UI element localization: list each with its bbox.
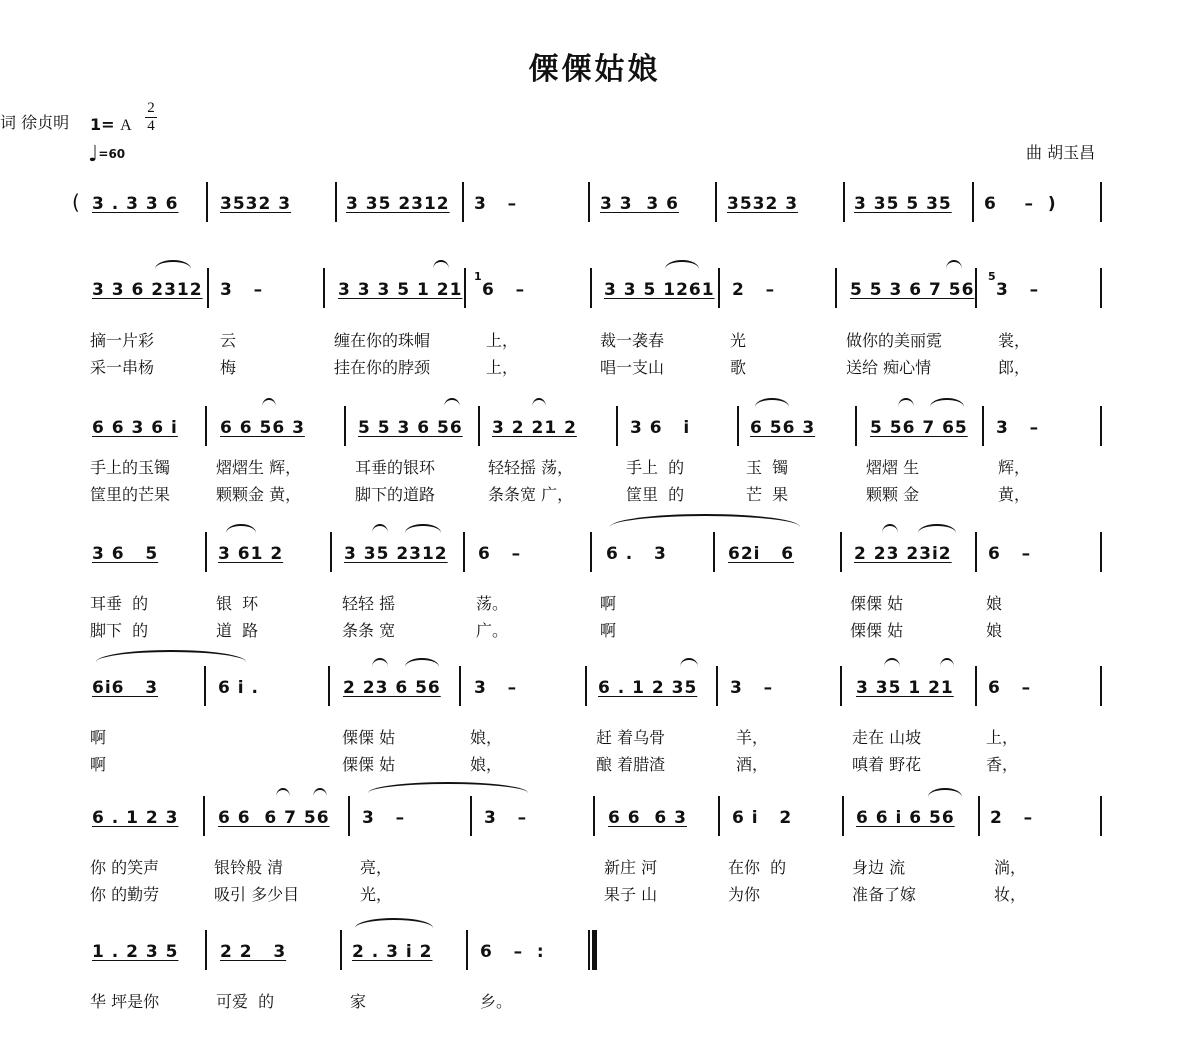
end-bar-line xyxy=(588,930,590,970)
lyric-text: 手上的玉镯 xyxy=(90,458,171,477)
key-letter: A xyxy=(120,117,132,134)
bar-line xyxy=(478,406,480,446)
quarter-note-icon: ♩ xyxy=(88,142,99,167)
slur-mark xyxy=(930,398,964,416)
bar-line xyxy=(1100,182,1102,222)
grace-note: 5 xyxy=(988,270,997,283)
lyric-text: 淌， xyxy=(994,858,1027,877)
lyric-text: 筐里的芒果 xyxy=(90,485,171,504)
bar-line xyxy=(718,268,720,308)
measure: 2 – xyxy=(990,808,1034,828)
measure: 3 – xyxy=(996,418,1040,438)
measure: 3 35 1 21 xyxy=(856,678,954,698)
slur-mark xyxy=(276,788,290,806)
end-bar-line-thick xyxy=(592,930,597,970)
lyric-text: 准备了嫁 xyxy=(852,885,917,904)
notation-row xyxy=(0,182,1189,222)
measure: 5 56 7 65 xyxy=(870,418,968,438)
lyric-text: 吸引 多少目 xyxy=(214,885,300,904)
measure: 6 – xyxy=(988,678,1032,698)
repeat-paren: ( xyxy=(72,190,80,214)
measure: 3 35 2312 xyxy=(346,194,450,214)
bar-line xyxy=(344,406,346,446)
lyrics-verse-2 xyxy=(0,482,1189,504)
lyric-text: 荡。 xyxy=(476,594,509,613)
measure: 6 – xyxy=(988,544,1032,564)
slur-mark xyxy=(313,788,327,806)
lyric-text: 妆， xyxy=(994,885,1027,904)
lyric-text: 走在 山坡 xyxy=(852,728,922,747)
measure: 2 . 3 i 2 xyxy=(352,942,433,962)
bar-line xyxy=(616,406,618,446)
measure: 6 . 1 2 3 xyxy=(92,808,179,828)
lyric-text: 傈傈 姑 xyxy=(850,594,904,613)
measure: 5 5 3 6 56 xyxy=(358,418,463,438)
measure: 6 i . xyxy=(218,678,259,698)
lyric-text: 做你的美丽霓 xyxy=(846,331,943,350)
notation-row xyxy=(0,666,1189,706)
lyric-text: 家 xyxy=(350,992,367,1011)
measure: 3 2 21 2 xyxy=(492,418,577,438)
notation-row xyxy=(0,532,1189,572)
slur-mark xyxy=(898,398,914,416)
measure: 6 56 3 xyxy=(750,418,816,438)
lyrics-verse-2 xyxy=(0,355,1189,377)
lyric-text: 脚下的道路 xyxy=(355,485,436,504)
bar-line xyxy=(466,930,468,970)
lyric-text: 摘一片彩 xyxy=(90,331,155,350)
lyric-text: 上， xyxy=(486,358,519,377)
measure: 3 3 3 6 xyxy=(600,194,679,214)
lyricist-credit: 词 徐贞明 xyxy=(0,113,70,132)
bar-line xyxy=(205,406,207,446)
bar-line xyxy=(1100,406,1102,446)
bar-line xyxy=(835,268,837,308)
bar-line xyxy=(975,666,977,706)
lyrics-verse-2 xyxy=(0,882,1189,904)
lyric-text: 歌 xyxy=(730,358,747,377)
bar-line xyxy=(982,406,984,446)
lyric-text: 条条 宽 xyxy=(342,621,396,640)
lyric-text: 傈傈 姑 xyxy=(342,728,396,747)
slur-mark xyxy=(96,650,246,674)
lyric-text: 银铃般 清 xyxy=(214,858,284,877)
slur-mark xyxy=(680,658,698,676)
slur-mark xyxy=(262,398,276,416)
measure: 3 – xyxy=(362,808,406,828)
bar-line xyxy=(330,532,332,572)
lyric-text: 缠在你的珠帽 xyxy=(334,331,431,350)
lyric-text: 亮， xyxy=(360,858,393,877)
bar-line xyxy=(975,532,977,572)
lyric-text: 乡。 xyxy=(480,992,513,1011)
measure: 3 – xyxy=(474,194,518,214)
lyrics-verse-1 xyxy=(0,328,1189,350)
measure: 2 23 23i2 xyxy=(854,544,952,564)
lyric-text: 你 的勤劳 xyxy=(90,885,160,904)
lyric-text: 嗔着 野花 xyxy=(852,755,922,774)
measure: 3 – xyxy=(220,280,264,300)
lyric-text: 裳， xyxy=(998,331,1031,350)
bar-line xyxy=(205,532,207,572)
tempo-marking xyxy=(88,142,125,167)
lyrics-verse-1 xyxy=(0,725,1189,747)
measure: 2 2 3 xyxy=(220,942,287,962)
measure: 6 6 6 3 xyxy=(608,808,687,828)
lyric-text: 耳垂 的 xyxy=(90,594,149,613)
bar-line xyxy=(713,532,715,572)
lyric-text: 傈傈 姑 xyxy=(342,755,396,774)
lyric-text: 手上 的 xyxy=(626,458,685,477)
lyric-text: 黄， xyxy=(998,485,1031,504)
bar-line xyxy=(972,182,974,222)
lyric-text: 啊 xyxy=(600,621,617,640)
measure: 6 . 3 xyxy=(606,544,667,564)
lyric-text: 娘 xyxy=(986,594,1003,613)
lyrics-verse-1 xyxy=(0,591,1189,613)
bar-line xyxy=(1100,666,1102,706)
lyric-text: 耳垂的银环 xyxy=(355,458,436,477)
lyrics-verse-2 xyxy=(0,618,1189,640)
lyrics-verse-2 xyxy=(0,752,1189,774)
lyric-text: 娘 xyxy=(986,621,1003,640)
lyric-text: 辉， xyxy=(998,458,1031,477)
measure: 3 . 3 3 6 xyxy=(92,194,179,214)
song-title: 傈傈姑娘 xyxy=(528,52,661,87)
notation-row xyxy=(0,268,1189,308)
lyric-text: 梅 xyxy=(220,358,237,377)
slur-mark xyxy=(405,524,441,542)
measure: 5 5 3 6 7 56 xyxy=(850,280,975,300)
lyric-text: 可爱 的 xyxy=(216,992,275,1011)
measure: 62i 6 xyxy=(728,544,795,564)
measure: 6 6 6 7 56 xyxy=(218,808,330,828)
lyric-text: 香， xyxy=(986,755,1019,774)
bar-line xyxy=(1100,532,1102,572)
slur-mark xyxy=(444,398,460,416)
bar-line xyxy=(1100,796,1102,836)
lyric-text: 啊 xyxy=(90,755,107,774)
measure: 3 35 2312 xyxy=(344,544,448,564)
measure: 3 – xyxy=(484,808,528,828)
lyric-text: 轻轻 摇 xyxy=(342,594,396,613)
slur-mark xyxy=(226,524,256,542)
bar-line xyxy=(978,796,980,836)
measure: 3 – xyxy=(730,678,774,698)
key-number: 1 xyxy=(90,115,102,134)
measure: 2 23 6 56 xyxy=(343,678,441,698)
measure: 6i6 3 xyxy=(92,678,159,698)
bar-line xyxy=(718,796,720,836)
bar-line xyxy=(843,182,845,222)
lyric-text: 啊 xyxy=(90,728,107,747)
slur-mark xyxy=(946,260,962,278)
lyric-text: 酒， xyxy=(736,755,769,774)
lyric-text: 羊， xyxy=(736,728,769,747)
measure: 6 . 1 2 35 xyxy=(598,678,698,698)
lyric-text: 熠熠 生 xyxy=(866,458,920,477)
lyric-text: 傈傈 姑 xyxy=(850,621,904,640)
slur-mark xyxy=(882,524,898,542)
slur-mark xyxy=(372,658,388,676)
notation-row xyxy=(0,796,1189,836)
bar-line xyxy=(207,268,209,308)
lyric-text: 裁一袭春 xyxy=(600,331,665,350)
bar-line xyxy=(715,182,717,222)
lyric-text: 轻轻摇 荡， xyxy=(488,458,574,477)
bar-line xyxy=(716,666,718,706)
bar-line xyxy=(463,532,465,572)
notation-row xyxy=(0,930,1189,970)
meter-bottom: 4 xyxy=(147,118,155,134)
slur-mark xyxy=(665,260,699,278)
composer-credit: 曲 胡玉昌 xyxy=(1026,143,1096,162)
bar-line xyxy=(335,182,337,222)
bar-line xyxy=(975,268,977,308)
lyric-text: 郎， xyxy=(998,358,1031,377)
lyric-text: 芒 果 xyxy=(746,485,789,504)
key-equals: = xyxy=(101,115,121,134)
lyric-text: 颗颗金 黄， xyxy=(216,485,302,504)
bar-line xyxy=(205,930,207,970)
lyric-text: 为你 xyxy=(728,885,761,904)
measure: 3 – xyxy=(474,678,518,698)
slur-mark xyxy=(355,918,433,938)
bar-line xyxy=(206,182,208,222)
slur-mark xyxy=(155,260,191,278)
lyric-text: 条条宽 广， xyxy=(488,485,574,504)
measure: 6 – xyxy=(482,280,526,300)
lyric-text: 颗颗 金 xyxy=(866,485,920,504)
slur-mark xyxy=(940,658,954,676)
notation-row xyxy=(0,406,1189,446)
measure: 6 6 3 6 i xyxy=(92,418,178,438)
bar-line xyxy=(459,666,461,706)
slur-mark xyxy=(884,658,900,676)
slur-mark xyxy=(433,260,449,278)
lyrics-verse-1 xyxy=(0,455,1189,477)
slur-mark xyxy=(928,788,962,806)
lyric-text: 赶 着乌骨 xyxy=(596,728,666,747)
lyric-text: 脚下 的 xyxy=(90,621,149,640)
slur-mark xyxy=(755,398,789,416)
lyric-text: 娘， xyxy=(470,755,503,774)
lyric-text: 酿 着腊渣 xyxy=(596,755,666,774)
slur-mark xyxy=(405,658,439,676)
measure: 3 – xyxy=(996,280,1040,300)
lyric-text: 啊 xyxy=(600,594,617,613)
lyric-text: 娘， xyxy=(470,728,503,747)
lyric-text: 身边 流 xyxy=(852,858,906,877)
measure: 3 3 6 2312 xyxy=(92,280,203,300)
bar-line xyxy=(737,406,739,446)
measure: 6 – : xyxy=(480,942,545,962)
bar-line xyxy=(203,796,205,836)
bar-line xyxy=(593,796,595,836)
bar-line xyxy=(590,268,592,308)
bar-line xyxy=(842,796,844,836)
lyrics-verse-1 xyxy=(0,989,1189,1011)
bar-line xyxy=(323,268,325,308)
bar-line xyxy=(328,666,330,706)
slur-mark xyxy=(610,514,800,540)
bar-line xyxy=(588,182,590,222)
bar-line xyxy=(840,666,842,706)
lyric-text: 果子 山 xyxy=(604,885,658,904)
lyric-text: 光 xyxy=(730,331,747,350)
measure: 6 – ) xyxy=(984,194,1057,214)
measure: 1 . 2 3 5 xyxy=(92,942,179,962)
lyric-text: 送给 痴心情 xyxy=(846,358,932,377)
lyric-text: 光， xyxy=(360,885,393,904)
bar-line xyxy=(840,532,842,572)
lyric-text: 广。 xyxy=(476,621,509,640)
lyric-text: 云 xyxy=(220,331,237,350)
measure: 3 3 3 5 1 21 xyxy=(338,280,463,300)
slur-mark xyxy=(368,782,528,804)
bar-line xyxy=(585,666,587,706)
bar-line xyxy=(464,268,466,308)
lyric-text: 采一串杨 xyxy=(90,358,155,377)
measure: 3 61 2 xyxy=(218,544,284,564)
lyrics-verse-1 xyxy=(0,855,1189,877)
bar-line xyxy=(462,182,464,222)
bar-line xyxy=(348,796,350,836)
bar-line xyxy=(470,796,472,836)
lyric-text: 唱一支山 xyxy=(600,358,665,377)
lyric-text: 道 路 xyxy=(216,621,259,640)
measure: 3 6 5 xyxy=(92,544,159,564)
lyric-text: 筐里 的 xyxy=(626,485,685,504)
lyric-text: 华 坪是你 xyxy=(90,992,160,1011)
lyric-text: 新庄 河 xyxy=(604,858,658,877)
lyric-text: 玉 镯 xyxy=(746,458,789,477)
slur-mark xyxy=(918,524,956,542)
bar-line xyxy=(590,532,592,572)
measure: 6 – xyxy=(478,544,522,564)
slur-mark xyxy=(532,398,546,416)
bar-line xyxy=(204,666,206,706)
bar-line xyxy=(1100,268,1102,308)
bar-line xyxy=(340,930,342,970)
lyric-text: 上， xyxy=(486,331,519,350)
measure: 3532 3 xyxy=(220,194,292,214)
measure: 6 6 i 6 56 xyxy=(856,808,955,828)
measure: 3532 3 xyxy=(727,194,799,214)
measure: 6 i 2 xyxy=(732,808,793,828)
bar-line xyxy=(855,406,857,446)
lyric-text: 熠熠生 辉， xyxy=(216,458,302,477)
measure: 3 6 i xyxy=(630,418,691,438)
lyric-text: 上， xyxy=(986,728,1019,747)
lyric-text: 在你 的 xyxy=(728,858,787,877)
tempo-value: =60 xyxy=(98,147,126,161)
lyric-text: 挂在你的脖颈 xyxy=(334,358,431,377)
lyric-text: 你 的笑声 xyxy=(90,858,160,877)
meter-top: 2 xyxy=(147,100,155,116)
measure: 6 6 56 3 xyxy=(220,418,305,438)
measure: 3 35 5 35 xyxy=(854,194,952,214)
lyric-text: 银 环 xyxy=(216,594,259,613)
measure: 3 3 5 1261 xyxy=(604,280,715,300)
grace-note: 1 xyxy=(474,270,483,283)
measure: 2 – xyxy=(732,280,776,300)
slur-mark xyxy=(372,524,388,542)
